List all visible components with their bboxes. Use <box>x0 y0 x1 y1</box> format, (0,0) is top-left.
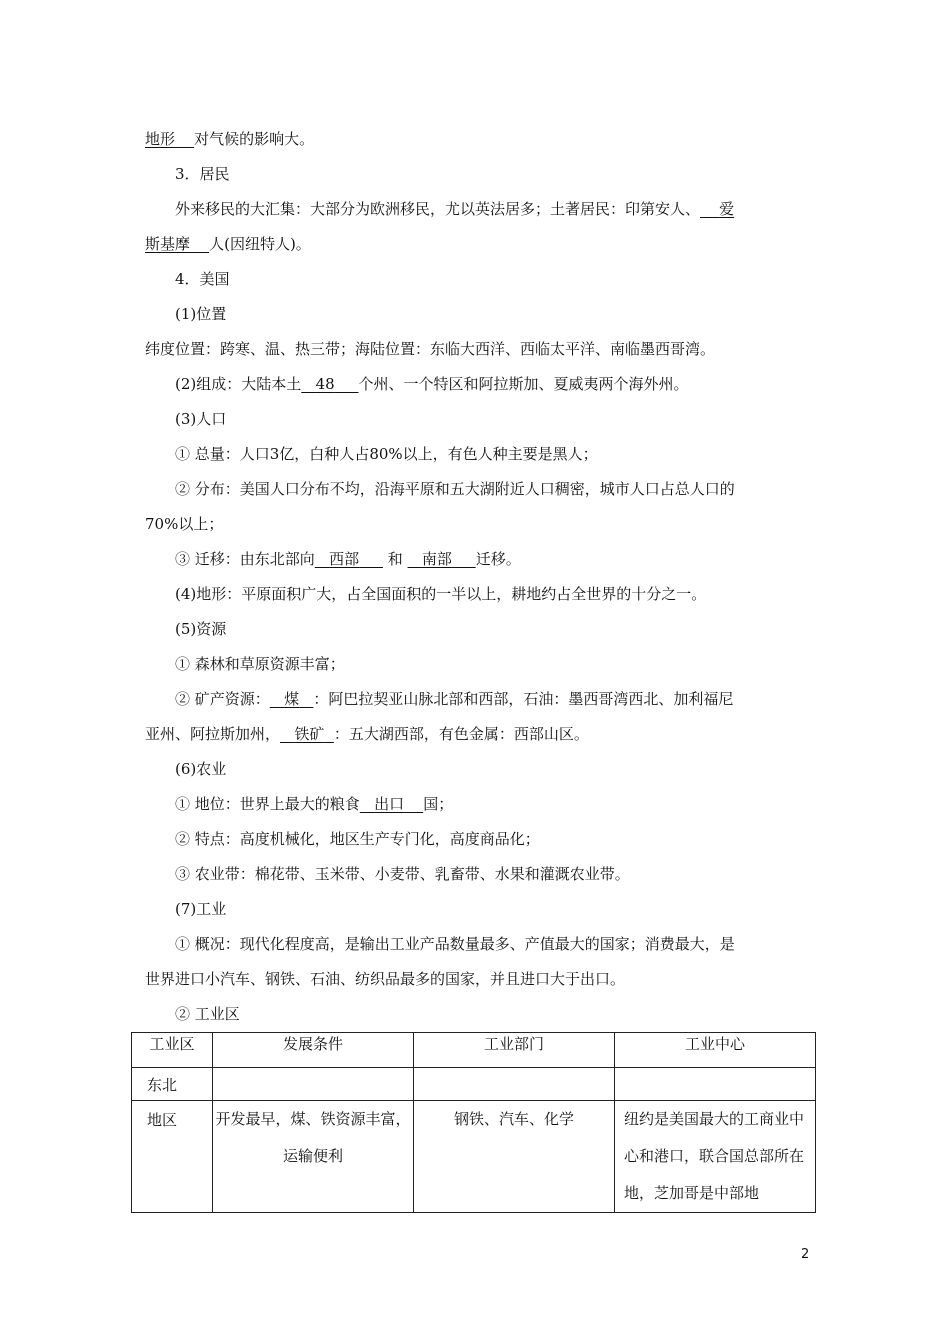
text-line <box>145 129 314 149</box>
table-cell: 东北 <box>132 1068 213 1101</box>
fill-blank: 出口 <box>374 795 405 813</box>
table-cell: 开发最早，煤、铁资源丰富，运输便利 <box>213 1101 414 1213</box>
text-line: 纬度位置：跨寒、温、热三带；海陆位置：东临大西洋、西临太平洋、南临墨西哥湾。 <box>145 340 716 358</box>
text-line: ① 总量：人口3亿，白种人占80%以上，有色人种主要是黑人； <box>175 445 598 463</box>
table-cell: 纽约是美国最大的工商业中心和港口，联合国总部所在地，芝加哥是中部地 <box>615 1101 816 1213</box>
table-row <box>132 1068 816 1101</box>
fill-blank: 48 <box>315 375 335 393</box>
text-line: (3)人口 <box>175 410 227 428</box>
text: 对气候的影响大。 <box>194 130 315 148</box>
table-cell: 地区 <box>132 1101 213 1213</box>
text-line: ① 地位：世界上最大的粮食 出口 国； <box>175 795 454 813</box>
table-cell <box>615 1068 816 1101</box>
text-line: ③ 迁移：由东北部向 西部 和 南部 迁移。 <box>175 550 521 568</box>
text-line: ① 概况：现代化程度高，是输出工业产品数量最多、产值最大的国家；消费最大，是 <box>175 935 735 953</box>
fill-blank: 铁矿 <box>294 725 325 743</box>
fill-blank: 爱 <box>719 200 735 218</box>
table-header-cell: 工业部门 <box>414 1033 615 1068</box>
text-line: (5)资源 <box>175 620 227 638</box>
text-line: ② 工业区 <box>175 1005 240 1023</box>
fill-blank: 南部 <box>421 550 452 568</box>
text-line: ② 矿产资源： 煤 ：阿巴拉契亚山脉北部和西部，石油：墨西哥湾西北、加利福尼 <box>175 690 734 708</box>
section-4-title: 4．美国 <box>175 270 230 288</box>
table-header-cell: 工业中心 <box>615 1033 816 1068</box>
text-line: 世界进口小汽车、钢铁、石油、纺织品最多的国家，并且进口大于出口。 <box>145 970 626 988</box>
section-3-title: 3．居民 <box>175 165 230 183</box>
fill-blank: 煤 <box>284 690 300 708</box>
table-row <box>132 1101 816 1213</box>
text-line: ② 特点：高度机械化，地区生产专门化，高度商品化； <box>175 830 540 848</box>
text-line: (7)工业 <box>175 900 227 918</box>
table-cell: 钢铁、汽车、化学 <box>414 1101 615 1213</box>
text-line: (2)组成：大陆本土 48 个州、一个特区和阿拉斯加、夏威夷两个海外州。 <box>175 375 689 393</box>
text-line: 斯基摩 人(因纽特人)。 <box>145 235 311 253</box>
text-line: 外来移民的大汇集：大部分为欧洲移民，尤以英法居多；土著居民：印第安人、 爱 <box>175 200 735 218</box>
page-number: 2 <box>801 1247 810 1262</box>
fill-blank: 西部 <box>329 550 360 568</box>
table-cell <box>414 1068 615 1101</box>
table-header-cell: 发展条件 <box>213 1033 414 1068</box>
table-cell <box>213 1068 414 1101</box>
text-line: (4)地形：平原面积广大，占全国面积的一半以上，耕地约占全世界的十分之一。 <box>175 585 707 603</box>
text-line: 70%以上； <box>145 515 224 533</box>
industrial-zone-table <box>131 1032 816 1213</box>
table-header-row <box>132 1033 816 1068</box>
text-line: ③ 农业带：棉花带、玉米带、小麦带、乳畜带、水果和灌溉农业带。 <box>175 865 630 883</box>
fill-blank: 斯基摩 <box>145 235 191 253</box>
text-line: 亚州、阿拉斯加州， 铁矿 ：五大湖西部，有色金属：西部山区。 <box>145 725 589 743</box>
text-line: (1)位置 <box>175 305 227 323</box>
fill-blank: 地形 <box>145 130 176 148</box>
table-header-cell: 工业区 <box>132 1033 213 1068</box>
text-line: ② 分布：美国人口分布不均，沿海平原和五大湖附近人口稠密，城市人口占总人口的 <box>175 480 735 498</box>
text-line: (6)农业 <box>175 760 227 778</box>
text-line: ① 森林和草原资源丰富； <box>175 655 345 673</box>
